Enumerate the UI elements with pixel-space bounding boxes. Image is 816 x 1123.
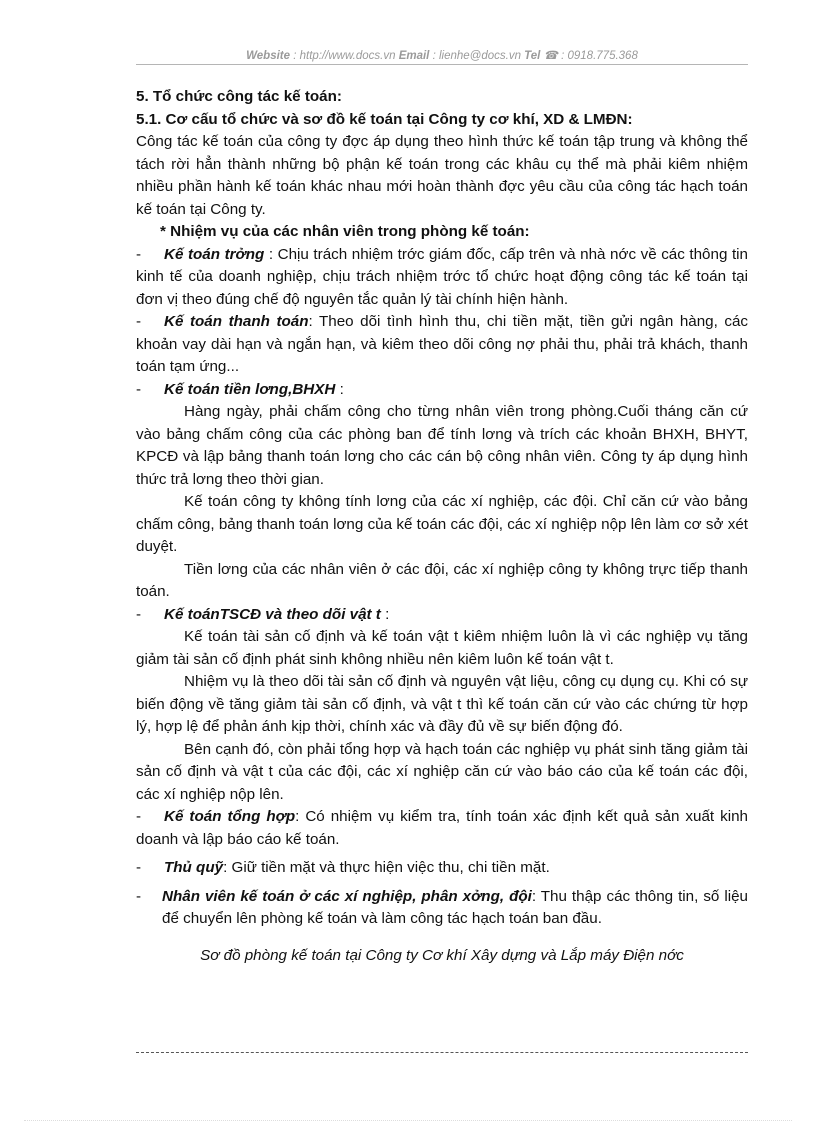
tel-label: Tel	[524, 50, 541, 62]
dash-marker: -	[136, 380, 142, 398]
item-term: Kế toán tổng hợp	[164, 808, 296, 825]
dash-marker: -	[136, 859, 142, 876]
item-ke-toan-truong	[136, 244, 748, 312]
item-ke-toan-tscd	[136, 604, 748, 627]
item-ke-toan-thanh-toan	[136, 311, 748, 379]
paragraph: Bên cạnh đó, còn phải tổng hợp và hạch toán các nghiệp vụ phát sinh tăng giảm tài sản cố định và vật t của các đội, các xí nghiệp căn cứ vào báo cáo của kế toán các đội, các xí nghiệp nộp lên.	[136, 740, 748, 803]
tel-value: : 0918.775.368	[561, 50, 638, 62]
paragraph: Kế toán tài sản cố định và kế toán vật t kiêm nhiệm luôn là vì các nghiệp vụ tăng giảm tài sản cố định phát sinh không nhiều nên kiêm luôn kế toán vật t.	[136, 628, 748, 668]
item-thu-quy	[136, 857, 748, 880]
item-text: : Có nhiệm vụ kiểm tra, tính toán xác định kết quả sản xuất kinh doanh và lập báo cáo kế toán.	[136, 808, 748, 848]
item-term: Kế toán trởng	[164, 245, 265, 263]
item-text: :	[335, 380, 344, 398]
page-header	[136, 48, 748, 62]
item-text: : Chịu trách nhiệm trớc giám đốc, cấp trên và nhà nớc về các thông tin kinh tế của doanh nghiệp, chịu trách nhiệm trớc tổ chức hoạt động công tác kế toán tại đơn vị theo đúng chế độ nguyên tắc quản lý tài chính hiện hành.	[136, 245, 748, 308]
paragraph: Nhiệm vụ là theo dõi tài sản cố định và nguyên vật liệu, công cụ dụng cụ. Khi có sự biến động về tăng giảm tài sản cố định, và vật t thì kế toán căn cứ vào các chứng từ hợp lý, hợp lệ để phản ánh kịp thời, chính xác và đầy đủ về sự biến động đó.	[136, 673, 748, 735]
paragraph: Kế toán công ty không tính lơng của các xí nghiệp, các đội. Chỉ căn cứ vào bảng chấm công, bảng thanh toán lơng của kế toán các đội, các xí nghiệp nộp lên làm cơ sở xét duyệt.	[136, 493, 748, 555]
item-text: : Giữ tiền mặt và thực hiện việc thu, chi tiền mặt.	[223, 859, 550, 876]
email-value: : lienhe@docs.vn	[432, 50, 521, 62]
item-term: Nhân viên kế toán ở các xí nghiệp, phân xởng, đội	[162, 887, 532, 905]
dash-marker: -	[136, 313, 142, 330]
item-text: :	[380, 605, 390, 623]
header-rule	[136, 64, 748, 65]
item-term: Thủ quỹ	[164, 859, 224, 876]
duties-heading: * Nhiệm vụ của các nhân viên trong phòng kế toán:	[160, 223, 530, 240]
item-term: Kế toánTSCĐ và theo dõi vật t	[164, 605, 381, 623]
item-nhan-vien-ke-toan	[136, 886, 748, 931]
item-ke-toan-tien-luong	[136, 379, 748, 402]
document-body	[136, 86, 748, 967]
dash-marker: -	[136, 808, 142, 825]
website-label: Website	[246, 50, 291, 62]
item-term: Kế toán tiền lơng,BHXH	[164, 380, 336, 398]
item-text: : Thu thập các thông tin, số liệu để chuyển lên phòng kế toán và làm công tác hạch toán ban đầu.	[162, 887, 749, 927]
diagram-caption: Sơ đồ phòng kế toán tại Công ty Cơ khí Xây dựng và Lắp máy Điện nớc	[200, 946, 684, 964]
intro-paragraph: Công tác kế toán của công ty đợc áp dụng theo hình thức kế toán tập trung và không thể tách rời hẳn thành những bộ phận kế toán trong các khâu cụ thể mà phải kiêm nhiệm nhiều phần hành kế toán khác nhau mới hoàn thành đợc yêu cầu của công tác hạch toán kế toán tại Công ty.	[136, 133, 748, 218]
paragraph: Hàng ngày, phải chấm công cho từng nhân viên trong phòng.Cuối tháng căn cứ vào bảng chấm công của các phòng ban để tính lơng và trích các khoản BHXH, BHYT, KPCĐ và lập bảng thanh toán lơng cho các cán bộ công nhân viên. Công ty áp dụng hình thức trả lơng theo thời gian.	[136, 403, 748, 488]
email-label: Email	[398, 50, 430, 62]
dash-marker: -	[136, 605, 142, 623]
footer-rule	[136, 1052, 748, 1053]
item-term: Kế toán thanh toán	[164, 313, 309, 330]
page-edge-dots	[24, 1120, 792, 1121]
item-ke-toan-tong-hop	[136, 806, 748, 851]
item-text: : Theo dõi tình hình thu, chi tiền mặt, tiền gửi ngân hàng, các khoản vay dài hạn và ngắn hạn, và kiêm theo dõi công nợ phải thu, phải trả khách, thanh toán tạm ứng...	[136, 313, 749, 375]
subsection-heading: 5.1. Cơ cấu tổ chức và sơ đồ kế toán tại Công ty cơ khí, XD & LMĐN:	[136, 110, 633, 128]
website-value: : http://www.docs.vn	[293, 50, 396, 62]
dash-marker: -	[136, 245, 142, 263]
paragraph: Tiền lơng của các nhân viên ở các đội, các xí nghiệp công ty không trực tiếp thanh toán.	[136, 560, 748, 600]
phone-icon: ☎	[543, 50, 558, 62]
section-heading: 5. Tổ chức công tác kế toán:	[136, 88, 342, 105]
dash-marker: -	[136, 887, 142, 905]
